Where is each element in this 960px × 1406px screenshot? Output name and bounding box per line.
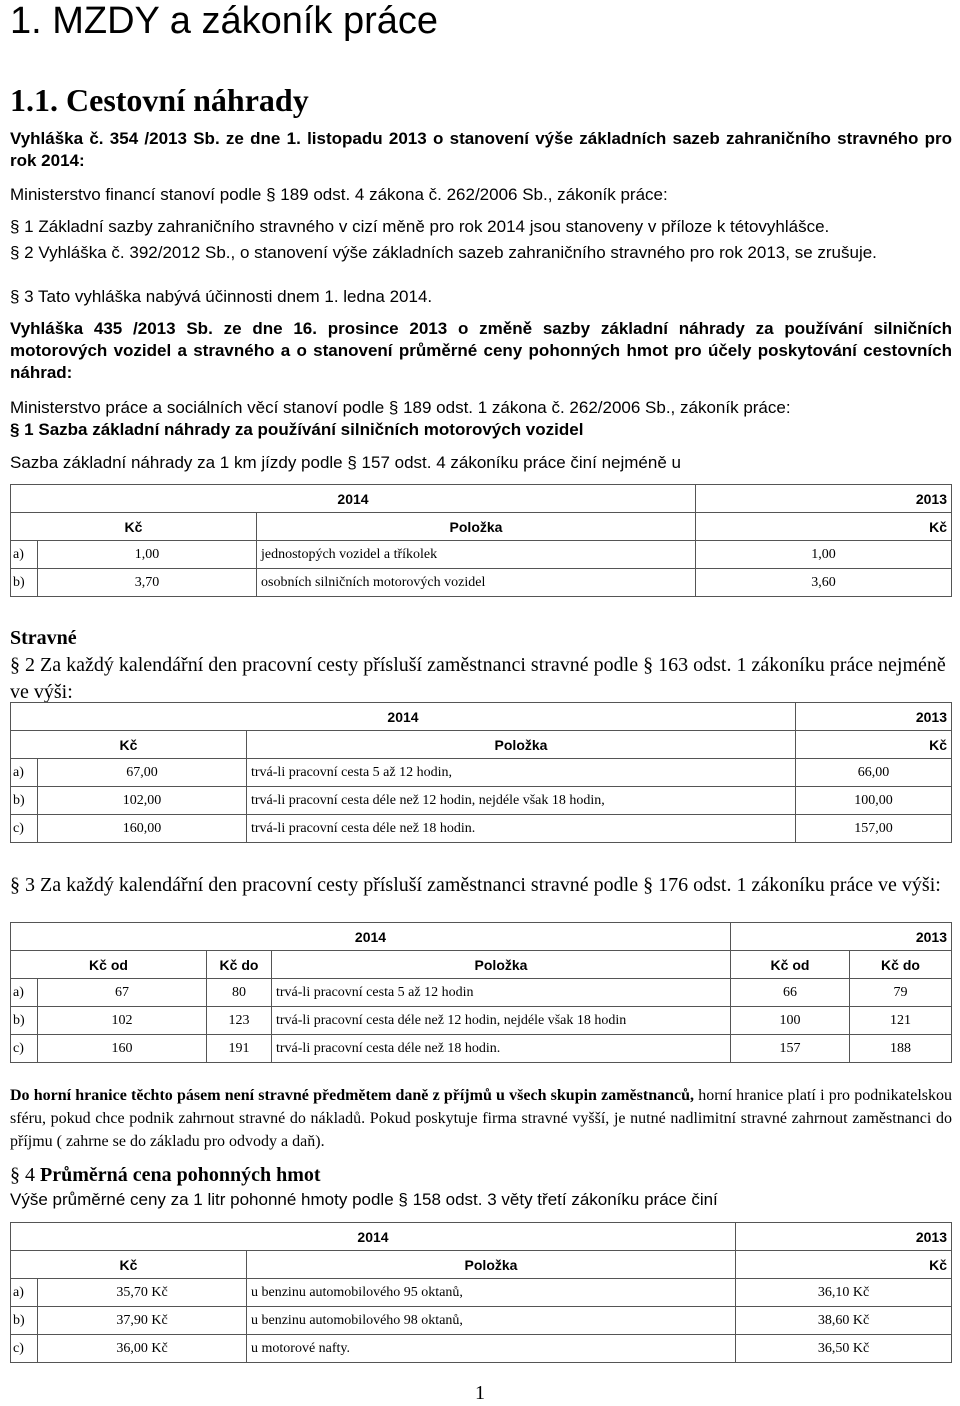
row-label: b) [11, 569, 38, 597]
decree-2014-heading: Vyhláška č. 354 /2013 Sb. ze dne 1. listopadu 2013 o stanovení výše základních sazeb zahraničního stravného pro rok 2014: [10, 129, 952, 170]
par3-text: § 3 Za každý kalendářní den pracovní cesty přísluší zaměstnanci stravné podle § 176 odst. 1 zákoníku práce ve výši: [10, 874, 941, 896]
row-label: b) [11, 787, 38, 815]
col-header-item: Položka [247, 731, 796, 759]
value-2014: 3,70 [38, 569, 257, 597]
table-row [11, 1007, 952, 1035]
col-header-kc: Kč [736, 1251, 952, 1279]
item-text: trvá-li pracovní cesta 5 až 12 hodin [272, 979, 731, 1007]
row-label: c) [11, 815, 38, 843]
value-2013: 1,00 [696, 541, 952, 569]
year-2014-cell: 2014 [11, 923, 731, 951]
par4-heading [10, 1162, 952, 1189]
value-2014: 67,00 [38, 759, 247, 787]
row-label: a) [11, 541, 38, 569]
col-header-item: Položka [247, 1251, 736, 1279]
row-label: a) [11, 759, 38, 787]
col-header-kc-to: Kč do [207, 951, 272, 979]
decree-2014-par3: § 3 Tato vyhláška nabývá účinnosti dnem 1. ledna 2014. [10, 287, 433, 306]
col-header-kc: Kč [11, 513, 257, 541]
value-2013: 66,00 [796, 759, 952, 787]
decree-435-heading: Vyhláška 435 /2013 Sb. ze dne 16. prosince 2013 o změně sazby základní náhrady za používání silničních motorových vozidel a stravného a o stanovení průměrné ceny pohonných hmot pro účely poskytování cestovních náhrad: [10, 319, 952, 382]
table-row [11, 541, 952, 569]
value-2014: 102,00 [38, 787, 247, 815]
table-row [11, 1035, 952, 1063]
year-2013-cell: 2013 [736, 1223, 952, 1251]
value-2013-from: 157 [731, 1035, 850, 1063]
section-title: 1.1. Cestovní náhrady [10, 82, 309, 118]
value-2014: 1,00 [38, 541, 257, 569]
value-2013: 3,60 [696, 569, 952, 597]
value-2014-to: 123 [207, 1007, 272, 1035]
table-row [11, 569, 952, 597]
decree-2014-intro: Ministerstvo financí stanoví podle § 189 odst. 4 zákona č. 262/2006 Sb., zákoník práce: [10, 185, 668, 204]
value-2014: 35,70 Kč [38, 1279, 247, 1307]
table-row [11, 1335, 952, 1363]
value-2014: 37,90 Kč [38, 1307, 247, 1335]
item-text: osobních silničních motorových vozidel [257, 569, 696, 597]
value-2014-from: 102 [38, 1007, 207, 1035]
par4-text: Výše průměrné ceny za 1 litr pohonné hmoty podle § 158 odst. 3 věty třetí zákoníku práce činí [10, 1190, 718, 1209]
col-header-kc: Kč [696, 513, 952, 541]
par4-prefix: § 4 [10, 1164, 35, 1186]
item-text: trvá-li pracovní cesta déle než 18 hodin. [272, 1035, 731, 1063]
col-header-item: Položka [272, 951, 731, 979]
decree-435-par1: § 1 Sazba základní náhrady za používání silničních motorových vozidel [10, 420, 584, 439]
item-text: u benzinu automobilového 98 oktanů, [247, 1307, 736, 1335]
col-header-kc-from: Kč od [11, 951, 207, 979]
item-text: trvá-li pracovní cesta 5 až 12 hodin, [247, 759, 796, 787]
domestic-meal-table [10, 702, 952, 843]
year-2013-cell: 2013 [796, 703, 952, 731]
value-2013-to: 79 [850, 979, 952, 1007]
table-year-row [11, 1223, 952, 1251]
value-2013: 38,60 Kč [736, 1307, 952, 1335]
col-header-kc: Kč [11, 731, 247, 759]
item-text: trvá-li pracovní cesta déle než 18 hodin. [247, 815, 796, 843]
year-2014-cell: 2014 [11, 1223, 736, 1251]
table-header-row [11, 951, 952, 979]
row-label: b) [11, 1307, 38, 1335]
item-text: u motorové nafty. [247, 1335, 736, 1363]
col-header-kc-from: Kč od [731, 951, 850, 979]
tax-note [10, 1084, 952, 1153]
table-header-row [11, 513, 952, 541]
value-2013: 36,10 Kč [736, 1279, 952, 1307]
value-2013-to: 188 [850, 1035, 952, 1063]
row-label: b) [11, 1007, 38, 1035]
year-2014-cell: 2014 [11, 485, 696, 513]
value-2014-to: 191 [207, 1035, 272, 1063]
table-header-row [11, 731, 952, 759]
table-row [11, 815, 952, 843]
year-2013-cell: 2013 [696, 485, 952, 513]
item-text: trvá-li pracovní cesta déle než 12 hodin, nejdéle však 18 hodin, [247, 787, 796, 815]
table-year-row [11, 703, 952, 731]
col-header-kc-to: Kč do [850, 951, 952, 979]
value-2014: 36,00 Kč [38, 1335, 247, 1363]
decree-2014-par1: § 1 Základní sazby zahraničního stravného v cizí měně pro rok 2014 jsou stanoveny v příloze k tétovyhlášce. [10, 217, 830, 236]
value-2013: 157,00 [796, 815, 952, 843]
row-label: c) [11, 1035, 38, 1063]
tax-note-text: horní hranice platí i pro podnikatelskou sféru, pokud chce podnik zahrnout stravné do nákladů. Pokud poskytuje firma stravné vyšší, je nutné nadlimitní stravné zahrnout zaměstnanci do příjmu ( zahrne se do základu pro odvody a daň). [10, 1087, 952, 1150]
value-2013: 36,50 Kč [736, 1335, 952, 1363]
col-header-kc: Kč [796, 731, 952, 759]
row-label: a) [11, 979, 38, 1007]
value-2013: 100,00 [796, 787, 952, 815]
value-2013-from: 66 [731, 979, 850, 1007]
page-number: 1 [475, 1382, 485, 1404]
row-label: a) [11, 1279, 38, 1307]
value-2013-from: 100 [731, 1007, 850, 1035]
table-header-row [11, 1251, 952, 1279]
value-2014: 160,00 [38, 815, 247, 843]
decree-435-intro: Ministerstvo práce a sociálních věcí stanoví podle § 189 odst. 1 zákona č. 262/2006 Sb., zákoník práce: [10, 398, 791, 417]
col-header-kc: Kč [11, 1251, 247, 1279]
value-2013-to: 121 [850, 1007, 952, 1035]
table-row [11, 1279, 952, 1307]
table-row [11, 979, 952, 1007]
year-2013-cell: 2013 [731, 923, 952, 951]
table-row [11, 787, 952, 815]
year-2014-cell: 2014 [11, 703, 796, 731]
stravne-par2: § 2 Za každý kalendářní den pracovní cesty přísluší zaměstnanci stravné podle § 163 odst. 1 zákoníku práce nejméně ve výši: [10, 654, 946, 703]
decree-2014-par2: § 2 Vyhláška č. 392/2012 Sb., o stanovení výše základních sazeb zahraničního stravného pro rok 2013, se zrušuje. [10, 243, 877, 262]
item-text: trvá-li pracovní cesta déle než 12 hodin, nejdéle však 18 hodin [272, 1007, 731, 1035]
meal-band-table [10, 922, 952, 1063]
col-header-item: Položka [257, 513, 696, 541]
stravne-heading: Stravné [10, 627, 77, 649]
table-row [11, 759, 952, 787]
item-text: jednostopých vozidel a tříkolek [257, 541, 696, 569]
table-year-row [11, 923, 952, 951]
table-row [11, 1307, 952, 1335]
value-2014-from: 67 [38, 979, 207, 1007]
item-text: u benzinu automobilového 95 oktanů, [247, 1279, 736, 1307]
value-2014-from: 160 [38, 1035, 207, 1063]
page-title: 1. MZDY a zákoník práce [10, 0, 439, 42]
table-year-row [11, 485, 952, 513]
vehicle-rate-table [10, 484, 952, 597]
fuel-price-table [10, 1222, 952, 1363]
value-2014-to: 80 [207, 979, 272, 1007]
decree-435-par1-text: Sazba základní náhrady za 1 km jízdy podle § 157 odst. 4 zákoníku práce činí nejméně u [10, 453, 681, 472]
row-label: c) [11, 1335, 38, 1363]
par4-title: Průměrná cena pohonných hmot [40, 1164, 321, 1186]
tax-note-bold: Do horní hranice těchto pásem není stravné předmětem daně z příjmů u všech skupin zaměstnanců, [10, 1087, 695, 1104]
